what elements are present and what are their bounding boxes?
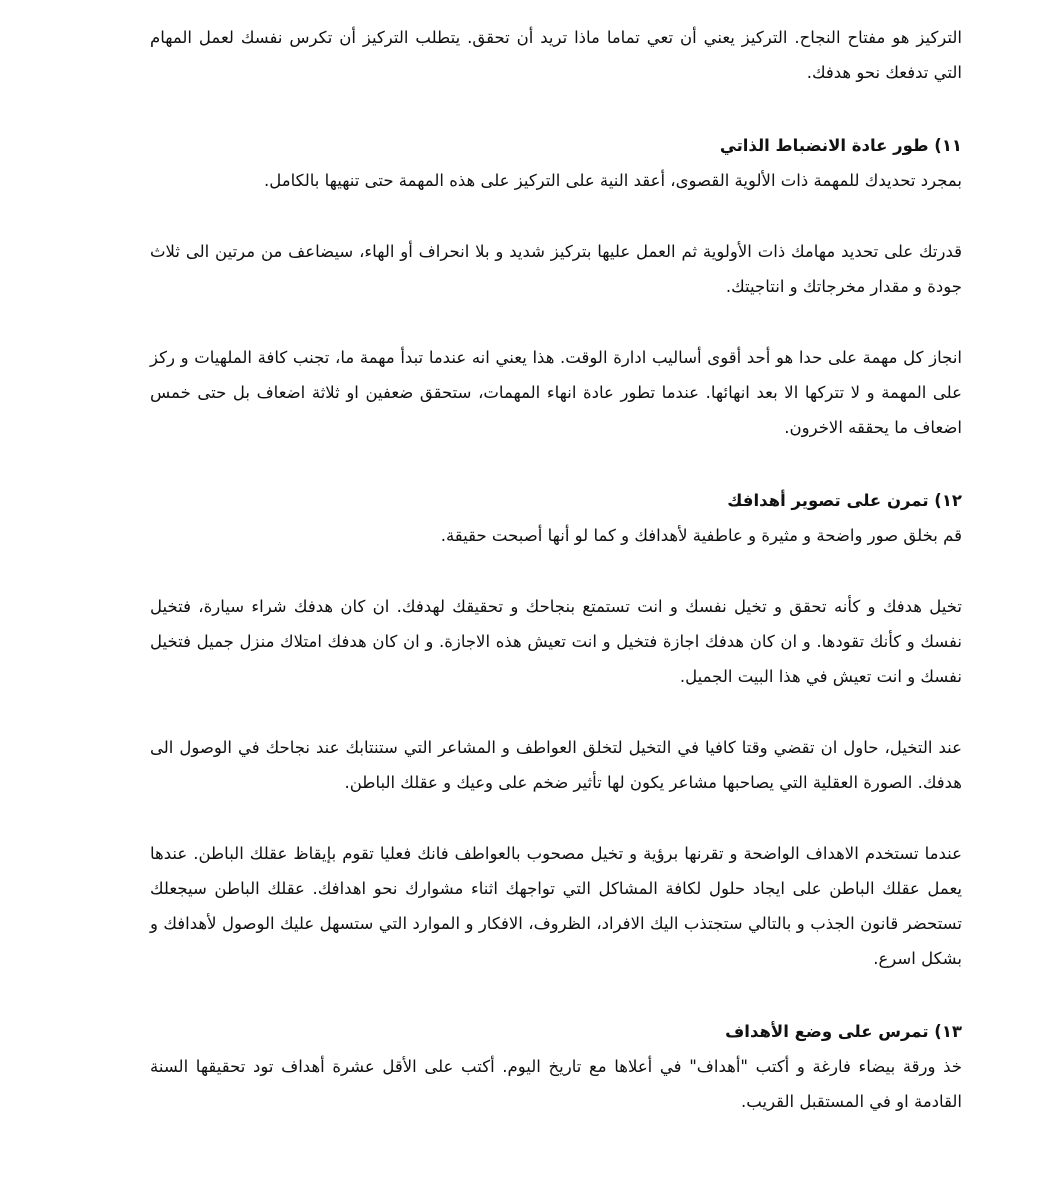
document-page [150,20,962,1119]
section-12-heading: ١٢) تمرن على تصوير أهدافك [727,491,962,510]
section-12-paragraph-3: عند التخيل، حاول ان تقضي وقتا كافيا في التخيل لتخلق العواطف و المشاعر التي ستنتابك عند نجاحك في الوصول الى هدفك. الصورة العقلية التي يصاحبها مشاعر يكون لها تأثير ضخم على وعيك و عقلك الباطن. [150,738,962,792]
section-11-paragraph-2: قدرتك على تحديد مهامك ذات الأولوية ثم العمل عليها بتركيز شديد و بلا انحراف أو الهاء، سيضاعف من مرتين الى ثلاث جودة و مقدار مخرجاتك و انتاجيتك. [150,242,962,296]
section-11-paragraph-1: بمجرد تحديدك للمهمة ذات الألوية القصوى، أعقد النية على التركيز على هذه المهمة حتى تنهيها بالكامل. [263,171,962,190]
section-12-paragraph-1: قم بخلق صور واضحة و مثيرة و عاطفية لأهدافك و كما لو أنها أصبحت حقيقة. [440,526,962,545]
section-13-paragraph-1: خذ ورقة بيضاء فارغة و أكتب "أهداف" في أعلاها مع تاريخ اليوم. أكتب على الأقل عشرة أهداف تود تحقيقها السنة القادمة او في المستقبل القريب. [150,1057,962,1111]
intro-paragraph: التركيز هو مفتاح النجاح. التركيز يعني أن تعي تماما ماذا تريد أن تحقق. يتطلب التركيز أن تكرس نفسك لعمل المهام التي تدفعك نحو هدفك. [150,28,962,82]
section-13-heading: ١٣) تمرس على وضع الأهداف [725,1022,962,1041]
section-11-paragraph-3: انجاز كل مهمة على حدا هو أحد أقوى أساليب ادارة الوقت. هذا يعني انه عندما تبدأ مهمة ما، تجنب كافة الملهيات و ركز على المهمة و لا تتركها الا بعد انهائها. عندما تطور عادة انهاء المهمات، ستحقق ضعفين او ثلاثة اضعاف بل حتى خمس اضعاف ما يحققه الاخرون. [150,348,962,437]
section-11-heading: ١١) طور عادة الانضباط الذاتي [719,136,962,155]
section-12-paragraph-2: تخيل هدفك و كأنه تحقق و تخيل نفسك و انت تستمتع بنجاحك و تحقيقك لهدفك. ان كان هدفك شراء سيارة، فتخيل نفسك و كأنك تقودها. و ان كان هدفك اجازة فتخيل و انت تعيش هذه الاجازة. و ان كان هدفك امتلاك منزل جميل فتخيل نفسك و انت تعيش في هذا البيت الجميل. [150,597,962,686]
section-12-paragraph-4: عندما تستخدم الاهداف الواضحة و تقرنها برؤية و تخيل مصحوب بالعواطف فانك فعليا تقوم بإيقاظ عقلك الباطن. عندها يعمل عقلك الباطن على ايجاد حلول لكافة المشاكل التي تواجهك اثناء مشوارك نحو اهدافك. عقلك الباطن سيجعلك تستحضر قانون الجذب و بالتالي ستجتذب اليك الافراد، الظروف، الافكار و الموارد التي ستسهل عليك الوصول لأهدافك و بشكل اسرع. [150,844,962,968]
